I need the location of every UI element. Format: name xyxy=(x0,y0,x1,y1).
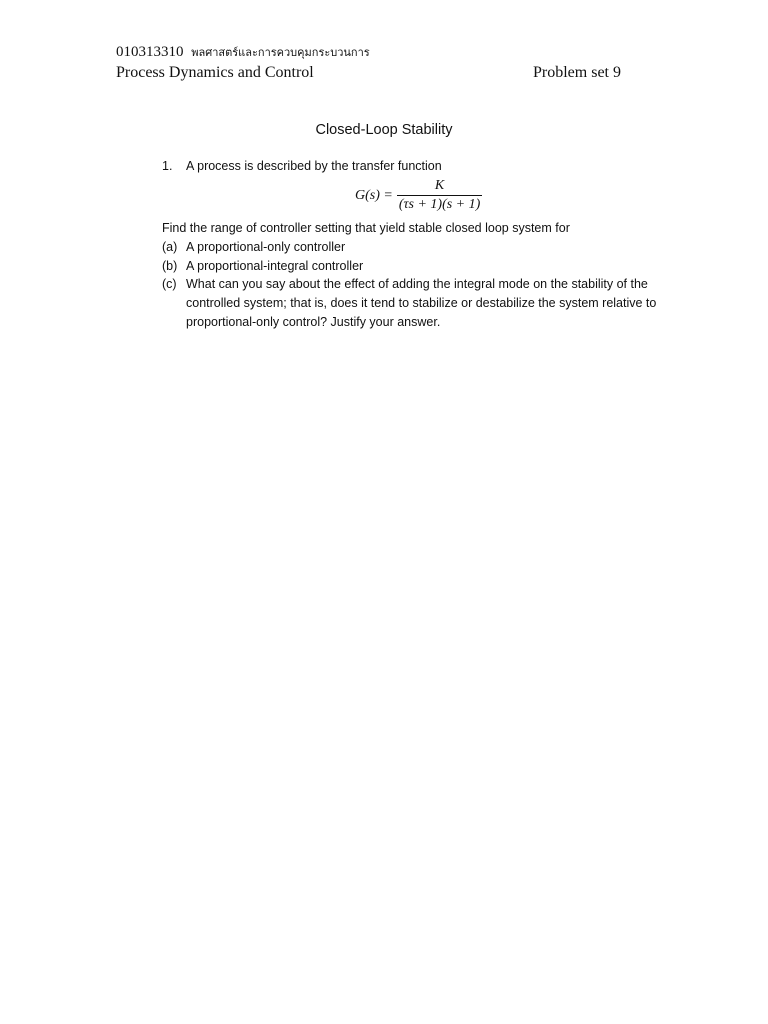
question-prompt: Find the range of controller setting that yield stable closed loop system for xyxy=(162,221,570,235)
question-text: A process is described by the transfer function xyxy=(186,159,442,173)
part-label: (a) xyxy=(162,239,178,254)
question-1-body xyxy=(162,219,662,332)
part-text: A proportional-only controller xyxy=(186,239,346,254)
part-label: (c) xyxy=(162,277,177,292)
part-c xyxy=(162,275,662,331)
page-title: Closed-Loop Stability xyxy=(315,122,453,138)
header-row xyxy=(116,64,621,82)
question-number: 1. xyxy=(162,159,173,173)
question-item xyxy=(162,157,662,176)
course-name: Process Dynamics and Control xyxy=(116,64,314,81)
course-code: 010313310 xyxy=(116,44,184,60)
question-1-intro xyxy=(162,157,662,176)
course-thai-name: พลศาสตร์และการควบคุมกระบวนการ xyxy=(191,47,370,59)
equation-numerator: K xyxy=(434,178,445,193)
course-header xyxy=(116,43,370,61)
part-text: What can you say about the effect of adding the integral mode on the stability of the controlled system; that is, does it tend to stabilize or destabilize the system relative to proportional-only control? Justify your answer. xyxy=(186,277,657,329)
equation-denominator: (τs + 1)(s + 1) xyxy=(398,197,481,212)
problem-set-label: Problem set 9 xyxy=(533,64,621,81)
part-a xyxy=(162,238,662,257)
transfer-function-equation xyxy=(355,178,482,213)
part-text: A proportional-integral controller xyxy=(186,258,364,273)
part-label: (b) xyxy=(162,258,178,273)
part-b xyxy=(162,257,662,276)
equation-fraction xyxy=(397,178,482,213)
equation-lhs: G(s) = xyxy=(355,187,393,203)
